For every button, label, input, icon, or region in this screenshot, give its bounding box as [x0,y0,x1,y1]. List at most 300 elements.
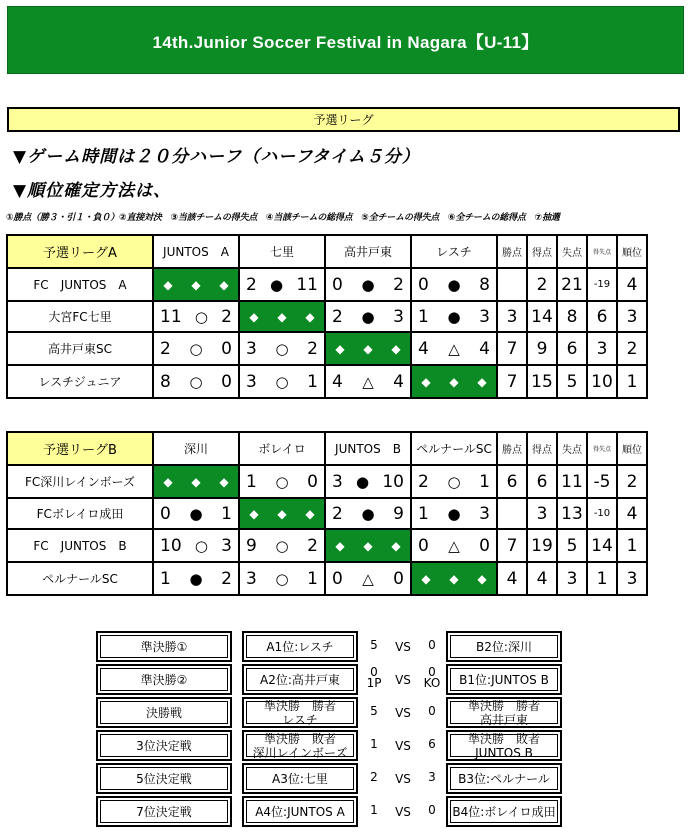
goal-difference: -10 [587,498,617,529]
goals-against: 3 [393,306,404,327]
goals-conceded: 3 [557,562,587,595]
goals-against: 0 [221,371,232,392]
vs-label: VS [395,805,411,819]
right-team-box [446,631,562,662]
diamond-mark: ◆ [363,341,373,356]
goals-for: 3 [246,338,257,359]
goals-for: 1 [418,503,429,524]
team-line: A4位:JUNTOS A [255,804,345,819]
self-marks [154,475,238,489]
goals-for: 0 [418,274,429,295]
diamond-mark: ◆ [219,474,229,489]
stat-header: 失点 [557,235,587,268]
team-row [7,465,647,498]
match-result-cell [411,465,497,498]
diamond-mark: ◆ [163,277,173,292]
round-label-inner [100,767,228,790]
round-label [96,664,232,695]
result-symbol: ● [270,275,284,294]
goals-for: 0 [418,535,429,556]
score-line: 3 [428,770,436,784]
match-result-cell [153,365,239,398]
header-row [7,235,647,268]
goals-scored: 6 [527,465,557,498]
goals-scored: 19 [527,529,557,562]
result-symbol: ○ [447,472,461,491]
goals-against: 1 [307,371,318,392]
diamond-mark: ◆ [477,571,487,586]
goals-scored: 14 [527,301,557,332]
result-symbol: ○ [189,339,203,358]
vs-label: VS [395,739,411,753]
points: 3 [497,301,527,332]
section-label: 予選リーグ [7,107,680,132]
team-name: ペルナールSC [7,562,153,595]
round-label-inner [100,668,228,691]
diamond-mark: ◆ [363,538,373,553]
round-name: 準決勝① [140,639,188,654]
goals-scored: 15 [527,365,557,398]
result-symbol: ○ [275,472,289,491]
opponent-header: JUNTOS B [325,432,411,465]
round-label-inner [100,734,228,757]
goals-for: 2 [160,338,171,359]
goal-difference: -5 [587,465,617,498]
rule-ranking: ▼順位確定方法は、 [13,181,172,201]
goals-for: 3 [246,568,257,589]
points: 7 [497,332,527,365]
diamond-mark: ◆ [449,374,459,389]
round-name: 準決勝② [140,672,188,687]
match-score [240,275,324,295]
match-result-cell [153,562,239,595]
team-line: レスチ [282,712,318,727]
score-line: 1 [370,737,378,751]
score-line: KO [423,676,441,690]
result-symbol: ● [447,275,461,294]
goals-against: 1 [221,503,232,524]
goals-scored: 2 [527,268,557,301]
match-score [412,504,496,524]
goals-against: 0 [393,568,404,589]
right-team-box-inner [450,731,558,760]
goals-conceded: 13 [557,498,587,529]
self-match-cell [153,268,239,301]
goals-conceded: 8 [557,301,587,332]
left-team-box-inner [246,635,354,658]
right-team-box [446,664,562,695]
result-symbol: ● [361,504,375,523]
right-score [421,772,443,783]
ranking-criteria: ①勝点（勝３・引１・負０）②直接対決 ③当該チームの得失点 ④当該チームの総得点 ⑤全チームの得失点 ⑥全チームの総得点 ⑦抽選 [6,213,560,223]
goals-against: 8 [479,274,490,295]
match-result-cell [411,332,497,365]
team-row [7,268,647,301]
goals-for: 0 [332,568,343,589]
score-line: 0 [428,803,436,817]
team-name: FC JUNTOS B [7,529,153,562]
round-name: 5位決定戦 [136,771,192,786]
team-name: FC深川レインボーズ [7,465,153,498]
goals-against: 3 [479,503,490,524]
group-name: 予選リーグB [7,432,153,465]
goals-for: 2 [332,503,343,524]
team-line: 深川レインボーズ [252,745,348,760]
stat-header: 得失点 [587,432,617,465]
goal-difference: 1 [587,562,617,595]
goals-scored: 3 [527,498,557,529]
stat-header: 順位 [617,235,647,268]
goals-for: 0 [332,274,343,295]
match-result-cell [239,268,325,301]
goals-for: 1 [160,568,171,589]
score-line: 2 [370,770,378,784]
goals-against: 10 [382,471,404,492]
match-result-cell [325,365,411,398]
match-result-cell [153,332,239,365]
round-label [96,763,232,794]
team-line: 準決勝 敗者 [263,731,336,746]
diamond-mark: ◆ [477,374,487,389]
opponent-header: ボレイロ [239,432,325,465]
match-score [154,307,238,327]
match-score [240,536,324,556]
team-line: 高井戸東 [479,712,528,727]
match-result-cell [325,498,411,529]
team-line: 準決勝 勝者 [263,698,336,713]
match-score [326,504,410,524]
match-result-cell [153,498,239,529]
right-team-box [446,763,562,794]
match-result-cell [411,268,497,301]
rank: 4 [617,268,647,301]
goals-for: 3 [246,371,257,392]
match-score [326,307,410,327]
right-team-box [446,730,562,761]
result-symbol: ● [189,569,203,588]
team-name: FC JUNTOS A [7,268,153,301]
result-symbol: △ [448,339,460,358]
page-title: 14th.Junior Soccer Festival in Nagara【U-11】 [7,6,684,74]
points: 6 [497,465,527,498]
stat-header: 勝点 [497,432,527,465]
opponent-header: ペルナールSC [411,432,497,465]
goals-against: 11 [296,274,318,295]
match-score [240,339,324,359]
goals-against: 2 [221,306,232,327]
opponent-header: 高井戸東 [325,235,411,268]
goals-for: 4 [332,371,343,392]
goals-conceded: 5 [557,529,587,562]
team-line: B1位:JUNTOS B [459,672,549,687]
goals-against: 0 [307,471,318,492]
team-line: JUNTOS B [475,745,533,760]
diamond-mark: ◆ [305,506,315,521]
diamond-mark: ◆ [421,571,431,586]
goals-against: 2 [307,338,318,359]
league-table-a [6,234,648,399]
self-marks [240,310,324,324]
right-score [421,805,443,816]
match-score [326,472,410,492]
rank: 4 [617,498,647,529]
round-name: 7位決定戦 [136,804,192,819]
rank: 1 [617,365,647,398]
left-score [363,805,385,816]
stat-header: 得点 [527,235,557,268]
match-score [412,472,496,492]
self-marks [412,375,496,389]
result-symbol: ● [447,504,461,523]
stat-header: 勝点 [497,235,527,268]
self-match-cell [325,332,411,365]
right-team-box-inner [450,800,558,823]
round-name: 3位決定戦 [136,738,192,753]
result-symbol: ○ [275,372,289,391]
goals-against: 0 [479,535,490,556]
team-line: A1位:レスチ [266,639,334,654]
goals-against: 1 [307,568,318,589]
goals-against: 4 [393,371,404,392]
match-result-cell [325,562,411,595]
score-line: 0 [428,704,436,718]
diamond-mark: ◆ [249,309,259,324]
goal-difference: 14 [587,529,617,562]
points [497,268,527,301]
match-result-cell [239,529,325,562]
match-score [326,275,410,295]
team-row [7,301,647,332]
left-score [363,706,385,717]
goal-difference: 3 [587,332,617,365]
match-result-cell [239,562,325,595]
points: 4 [497,562,527,595]
team-row [7,332,647,365]
match-score [326,372,410,392]
match-score [326,569,410,589]
team-row [7,498,647,529]
team-row [7,365,647,398]
left-score [363,739,385,750]
match-score [240,472,324,492]
opponent-header: 七里 [239,235,325,268]
rule-game-time: ▼ゲーム時間は２０分ハーフ（ハーフタイム５分） [13,147,420,167]
vs-label: VS [395,673,411,687]
result-symbol: ● [447,307,461,326]
team-row [7,562,647,595]
right-score [421,706,443,717]
goal-difference: -19 [587,268,617,301]
match-result-cell [239,332,325,365]
goals-for: 2 [246,274,257,295]
group-name: 予選リーグA [7,235,153,268]
rank: 1 [617,529,647,562]
diamond-mark: ◆ [305,309,315,324]
goal-difference: 6 [587,301,617,332]
team-name: レスチジュニア [7,365,153,398]
rank: 2 [617,332,647,365]
left-score [363,772,385,783]
match-result-cell [325,301,411,332]
diamond-mark: ◆ [277,506,287,521]
round-label [96,730,232,761]
result-symbol: ● [361,275,375,294]
diamond-mark: ◆ [335,538,345,553]
match-score [412,339,496,359]
result-symbol: ○ [275,339,289,358]
diamond-mark: ◆ [219,277,229,292]
vs-label: VS [395,706,411,720]
result-symbol: ○ [189,372,203,391]
left-team-box [242,730,358,761]
result-symbol: ○ [194,307,208,326]
team-row [7,529,647,562]
left-team-box [242,763,358,794]
match-result-cell [411,498,497,529]
round-label [96,796,232,827]
goals-for: 0 [160,503,171,524]
left-team-box [242,697,358,728]
opponent-header: 深川 [153,432,239,465]
rank: 2 [617,465,647,498]
match-result-cell [325,465,411,498]
match-score [154,372,238,392]
right-team-box-inner [450,635,558,658]
match-score [154,569,238,589]
team-name: 高井戸東SC [7,332,153,365]
right-score [421,667,443,689]
match-result-cell [411,529,497,562]
right-team-box-inner [450,767,558,790]
goals-against: 3 [221,535,232,556]
team-name: 大宮FC七里 [7,301,153,332]
goals-conceded: 11 [557,465,587,498]
diamond-mark: ◆ [391,538,401,553]
goals-conceded: 6 [557,332,587,365]
round-name: 決勝戦 [145,705,182,720]
goals-for: 9 [246,535,257,556]
diamond-mark: ◆ [249,506,259,521]
goals-for: 1 [418,306,429,327]
goals-for: 4 [418,338,429,359]
self-marks [326,342,410,356]
match-score [412,307,496,327]
goals-against: 0 [221,338,232,359]
left-team-box-inner [246,668,354,691]
score-line: 1P [366,676,382,690]
self-match-cell [153,465,239,498]
goals-conceded: 5 [557,365,587,398]
vs-label: VS [395,640,411,654]
team-line: 準決勝 敗者 [467,731,540,746]
diamond-mark: ◆ [391,341,401,356]
diamond-mark: ◆ [421,374,431,389]
team-line: B3位:ペルナール [458,771,550,786]
right-team-box [446,796,562,827]
match-score [412,275,496,295]
score-line: 5 [370,704,378,718]
match-score [154,536,238,556]
team-line: B4位:ボレイロ成田 [452,804,556,819]
goals-against: 9 [393,503,404,524]
result-symbol: △ [362,372,374,391]
rank: 3 [617,301,647,332]
diamond-mark: ◆ [163,474,173,489]
match-result-cell [153,301,239,332]
left-score [363,667,385,689]
rank: 3 [617,562,647,595]
self-match-cell [411,365,497,398]
diamond-mark: ◆ [191,277,201,292]
goals-for: 10 [160,535,182,556]
match-score [154,339,238,359]
goal-difference: 10 [587,365,617,398]
diamond-mark: ◆ [449,571,459,586]
header-row [7,432,647,465]
result-symbol: ○ [275,569,289,588]
self-match-cell [411,562,497,595]
left-score [363,640,385,651]
right-team-box-inner [450,698,558,727]
left-team-box-inner [246,698,354,727]
goals-for: 8 [160,371,171,392]
self-marks [412,572,496,586]
round-label-inner [100,800,228,823]
score-line: 1 [370,803,378,817]
team-line: B2位:深川 [476,639,532,654]
stat-header: 失点 [557,432,587,465]
round-label [96,697,232,728]
goals-for: 11 [160,306,182,327]
goals-scored: 4 [527,562,557,595]
result-symbol: ○ [194,536,208,555]
stat-header: 得失点 [587,235,617,268]
result-symbol: △ [362,569,374,588]
stat-header: 順位 [617,432,647,465]
team-line: A2位:高井戸東 [260,672,340,687]
match-score [154,504,238,524]
goals-against: 1 [479,471,490,492]
points: 7 [497,529,527,562]
score-line: 6 [428,737,436,751]
opponent-header: レスチ [411,235,497,268]
self-match-cell [239,301,325,332]
left-team-box-inner [246,731,354,760]
goals-against: 4 [479,338,490,359]
goals-against: 2 [221,568,232,589]
diamond-mark: ◆ [277,309,287,324]
goals-against: 2 [393,274,404,295]
match-score [240,372,324,392]
result-symbol: ○ [275,536,289,555]
match-score [240,569,324,589]
result-symbol: ● [361,307,375,326]
score-line: 0 [428,638,436,652]
goals-for: 1 [246,471,257,492]
goals-for: 3 [332,471,343,492]
match-result-cell [239,465,325,498]
right-score [421,739,443,750]
right-team-box [446,697,562,728]
self-match-cell [239,498,325,529]
opponent-header: JUNTOS A [153,235,239,268]
left-team-box [242,796,358,827]
self-marks [326,539,410,553]
match-score [412,536,496,556]
goals-against: 2 [307,535,318,556]
self-marks [240,507,324,521]
goals-for: 2 [332,306,343,327]
